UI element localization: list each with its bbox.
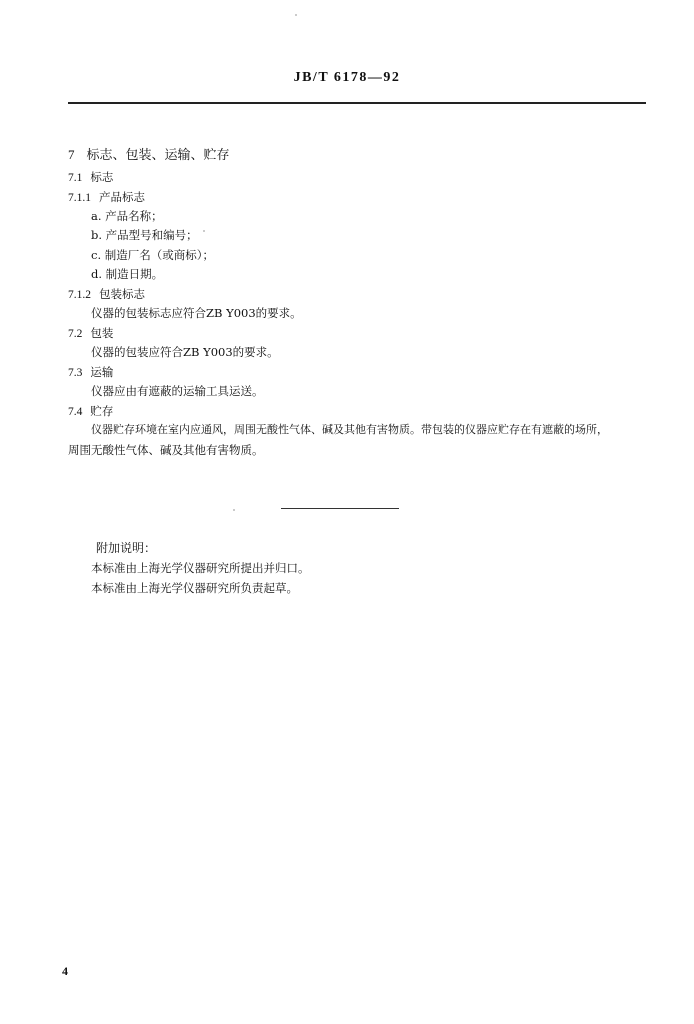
list-item: b. 产品型号和编号； <box>91 228 198 242</box>
section-number: 7.1 <box>68 172 83 184</box>
standard-code-header: JB/T 6178—92 <box>293 70 401 85</box>
section-title: 产品标志 <box>99 190 145 204</box>
section-7-2-heading <box>68 326 113 341</box>
section-title: 标志 <box>90 170 114 184</box>
section-number: 7.3 <box>68 367 83 379</box>
scan-speck <box>295 14 297 16</box>
paragraph: 仪器的包装应符合ZB Y003的要求。 <box>91 345 279 359</box>
list-item: c. 制造厂名（或商标）； <box>91 248 215 262</box>
paragraph: 仪器的包装标志应符合ZB Y003的要求。 <box>91 306 302 320</box>
section-title: 贮存 <box>90 404 114 418</box>
appendix-note: 本标准由上海光学仪器研究所提出并归口。 <box>91 561 310 575</box>
list-item: d. 制造日期。 <box>91 267 164 281</box>
section-title: 包装标志 <box>99 287 145 301</box>
paragraph: 仪器应由有遮蔽的运输工具运送。 <box>91 384 264 398</box>
section-number: 7.4 <box>68 406 83 418</box>
section-number: 7.1.2 <box>68 289 91 301</box>
section-7-1-1-heading <box>68 190 145 205</box>
section-title: 运输 <box>90 365 114 379</box>
paragraph: 周围无酸性气体、碱及其他有害物质。 <box>68 443 264 457</box>
section-number: 7.2 <box>68 328 83 340</box>
section-7-4-heading <box>68 404 113 419</box>
section-7-1-2-heading <box>68 287 145 302</box>
section-7-1-heading <box>68 170 113 185</box>
section-title: 包装 <box>90 326 114 340</box>
appendix-note: 本标准由上海光学仪器研究所负责起草。 <box>91 581 298 595</box>
section-7-3-heading <box>68 365 113 380</box>
header-rule <box>68 102 646 104</box>
page-number: 4 <box>62 964 68 978</box>
section-number: 7.1.1 <box>68 192 91 204</box>
appendix-title: 附加说明： <box>96 541 157 555</box>
scan-speck <box>203 230 205 232</box>
section-number: 7 <box>68 147 75 162</box>
section-title: 标志、包装、运输、贮存 <box>86 148 230 163</box>
paragraph: 仪器贮存环境在室内应通风，周围无酸性气体、碱及其他有害物质。带包装的仪器应贮存在有遮蔽的场所， <box>91 423 608 436</box>
section-divider <box>281 508 399 509</box>
list-item: a. 产品名称； <box>91 209 163 223</box>
scan-speck <box>233 509 235 511</box>
section-7-heading <box>68 148 230 163</box>
